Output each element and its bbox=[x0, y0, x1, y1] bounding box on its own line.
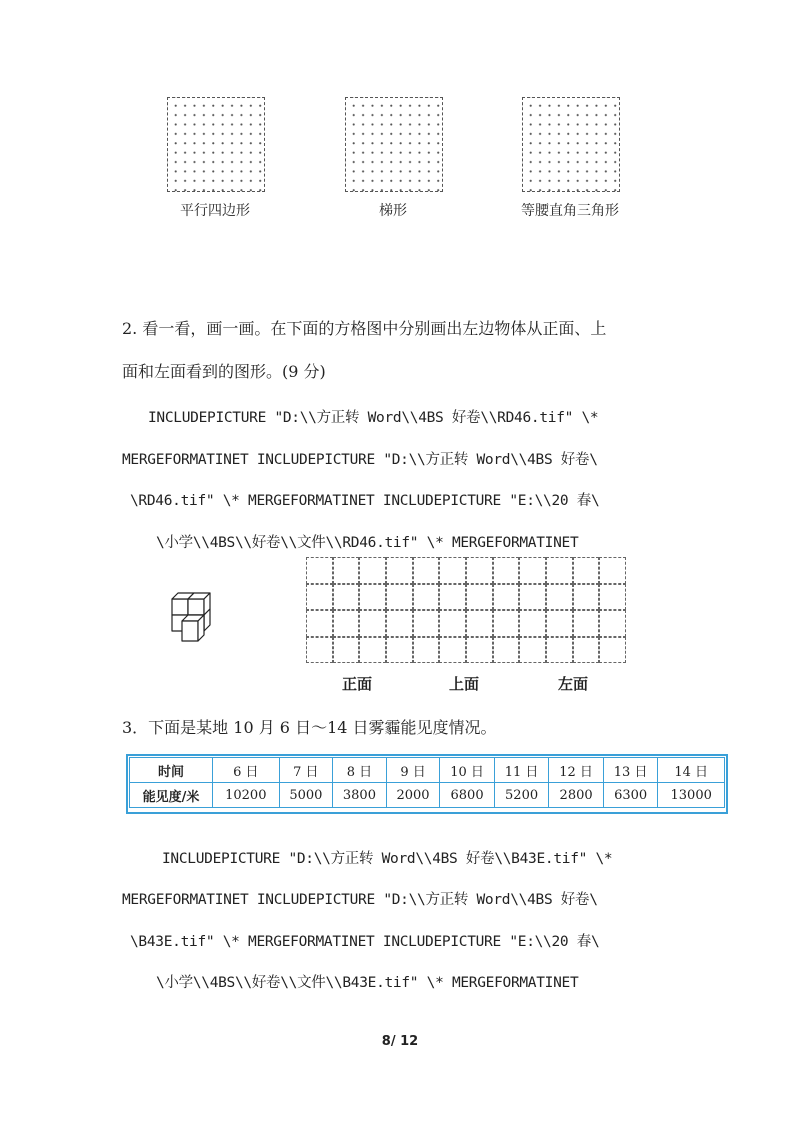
grid-cell bbox=[546, 584, 573, 611]
grid-cell bbox=[359, 637, 386, 664]
q2-field-code-2: MERGEFORMATINET INCLUDEPICTURE "D:\\方正转 Word\\4BS 好卷\ bbox=[122, 452, 598, 468]
grid-cell bbox=[439, 584, 466, 611]
grid-cell bbox=[573, 637, 600, 664]
view-label-top: 上面 bbox=[449, 675, 480, 693]
grid-cell bbox=[359, 557, 386, 584]
grid-cell bbox=[546, 637, 573, 664]
shape-label-triangle: 等腰直角三角形 bbox=[521, 203, 619, 219]
table-cell-value: 6800 bbox=[440, 783, 495, 808]
grid-cell bbox=[519, 584, 546, 611]
table-head-time: 时间 bbox=[130, 758, 213, 783]
visibility-table bbox=[129, 757, 725, 808]
table-cell-date: 12 日 bbox=[549, 758, 604, 783]
grid-cell bbox=[466, 584, 493, 611]
grid-cell bbox=[386, 637, 413, 664]
grid-cell bbox=[573, 584, 600, 611]
page-number: 8/ 12 bbox=[381, 1034, 419, 1049]
grid-cell bbox=[413, 557, 440, 584]
grid-cell bbox=[546, 610, 573, 637]
grid-cell bbox=[439, 557, 466, 584]
table-head-visibility: 能见度/米 bbox=[130, 783, 213, 808]
shape-label-trapezoid: 梯形 bbox=[379, 203, 407, 219]
view-label-front: 正面 bbox=[342, 675, 373, 693]
grid-cell bbox=[306, 584, 333, 611]
shape-label-parallelogram: 平行四边形 bbox=[180, 203, 250, 219]
grid-cell bbox=[333, 610, 360, 637]
grid-cell bbox=[599, 584, 626, 611]
grid-cell bbox=[413, 637, 440, 664]
grid-cell bbox=[599, 557, 626, 584]
grid-cell bbox=[493, 637, 520, 664]
grid-cell bbox=[413, 584, 440, 611]
grid-cell bbox=[359, 584, 386, 611]
table-cell-date: 13 日 bbox=[603, 758, 658, 783]
visibility-table-frame bbox=[126, 754, 728, 814]
grid-cell bbox=[439, 637, 466, 664]
grid-cell bbox=[439, 610, 466, 637]
table-cell-value: 5000 bbox=[279, 783, 333, 808]
grid-cell bbox=[493, 584, 520, 611]
grid-cell bbox=[333, 637, 360, 664]
q3-field-code-4: \小学\\4BS\\好卷\\文件\\B43E.tif" \* MERGEFORMATINET bbox=[156, 975, 579, 991]
table-cell-date: 6 日 bbox=[213, 758, 280, 783]
grid-cell bbox=[493, 610, 520, 637]
grid-cell bbox=[546, 557, 573, 584]
table-cell-date: 10 日 bbox=[440, 758, 495, 783]
q3-field-code-3: \B43E.tif" \* MERGEFORMATINET INCLUDEPICTURE "E:\\20 春\ bbox=[130, 934, 600, 950]
grid-cell bbox=[599, 610, 626, 637]
table-cell-date: 14 日 bbox=[658, 758, 725, 783]
grid-cell bbox=[493, 557, 520, 584]
q2-field-code-1: INCLUDEPICTURE "D:\\方正转 Word\\4BS 好卷\\RD46.tif" \* bbox=[148, 410, 599, 426]
cube-stack-figure bbox=[168, 585, 224, 647]
q2-field-code-4: \小学\\4BS\\好卷\\文件\\RD46.tif" \* MERGEFORMATINET bbox=[156, 535, 579, 551]
table-cell-date: 8 日 bbox=[333, 758, 387, 783]
table-cell-value: 5200 bbox=[494, 783, 549, 808]
q3-field-code-2: MERGEFORMATINET INCLUDEPICTURE "D:\\方正转 Word\\4BS 好卷\ bbox=[122, 892, 598, 908]
grid-cell bbox=[519, 610, 546, 637]
grid-cell bbox=[386, 610, 413, 637]
grid-cell bbox=[466, 610, 493, 637]
grid-cell bbox=[333, 584, 360, 611]
grid-cell bbox=[599, 637, 626, 664]
table-cell-value: 13000 bbox=[658, 783, 725, 808]
grid-cell bbox=[386, 557, 413, 584]
table-cell-date: 7 日 bbox=[279, 758, 333, 783]
grid-cell bbox=[466, 637, 493, 664]
table-cell-value: 6300 bbox=[603, 783, 658, 808]
table-cell-value: 2800 bbox=[549, 783, 604, 808]
table-row-visibility bbox=[130, 783, 725, 808]
q3-title: 3．下面是某地 10 月 6 日～14 日雾霾能见度情况。 bbox=[122, 718, 497, 737]
table-cell-value: 3800 bbox=[333, 783, 387, 808]
q2-line-1: 2. 看一看，画一画。在下面的方格图中分别画出左边物体从正面、上 bbox=[122, 319, 607, 338]
grid-cell bbox=[573, 557, 600, 584]
grid-cell bbox=[413, 610, 440, 637]
dot-grid-triangle bbox=[522, 97, 620, 192]
grid-cell bbox=[306, 557, 333, 584]
table-cell-value: 10200 bbox=[213, 783, 280, 808]
grid-cell bbox=[306, 610, 333, 637]
q3-field-code-1: INCLUDEPICTURE "D:\\方正转 Word\\4BS 好卷\\B43E.tif" \* bbox=[162, 851, 613, 867]
table-cell-value: 2000 bbox=[386, 783, 440, 808]
q2-line-2: 面和左面看到的图形。(9 分) bbox=[122, 362, 326, 381]
grid-cell bbox=[573, 610, 600, 637]
grid-cell bbox=[306, 637, 333, 664]
grid-cell bbox=[519, 637, 546, 664]
dot-grid-parallelogram bbox=[167, 97, 265, 192]
grid-cell bbox=[333, 557, 360, 584]
drawing-grid bbox=[306, 557, 626, 663]
dot-grid-trapezoid bbox=[345, 97, 443, 192]
table-cell-date: 11 日 bbox=[494, 758, 549, 783]
grid-cell bbox=[359, 610, 386, 637]
grid-cell bbox=[519, 557, 546, 584]
grid-cell bbox=[386, 584, 413, 611]
table-row-dates bbox=[130, 758, 725, 783]
table-cell-date: 9 日 bbox=[386, 758, 440, 783]
view-label-left: 左面 bbox=[558, 675, 589, 693]
grid-cell bbox=[466, 557, 493, 584]
q2-field-code-3: \RD46.tif" \* MERGEFORMATINET INCLUDEPICTURE "E:\\20 春\ bbox=[130, 493, 600, 509]
